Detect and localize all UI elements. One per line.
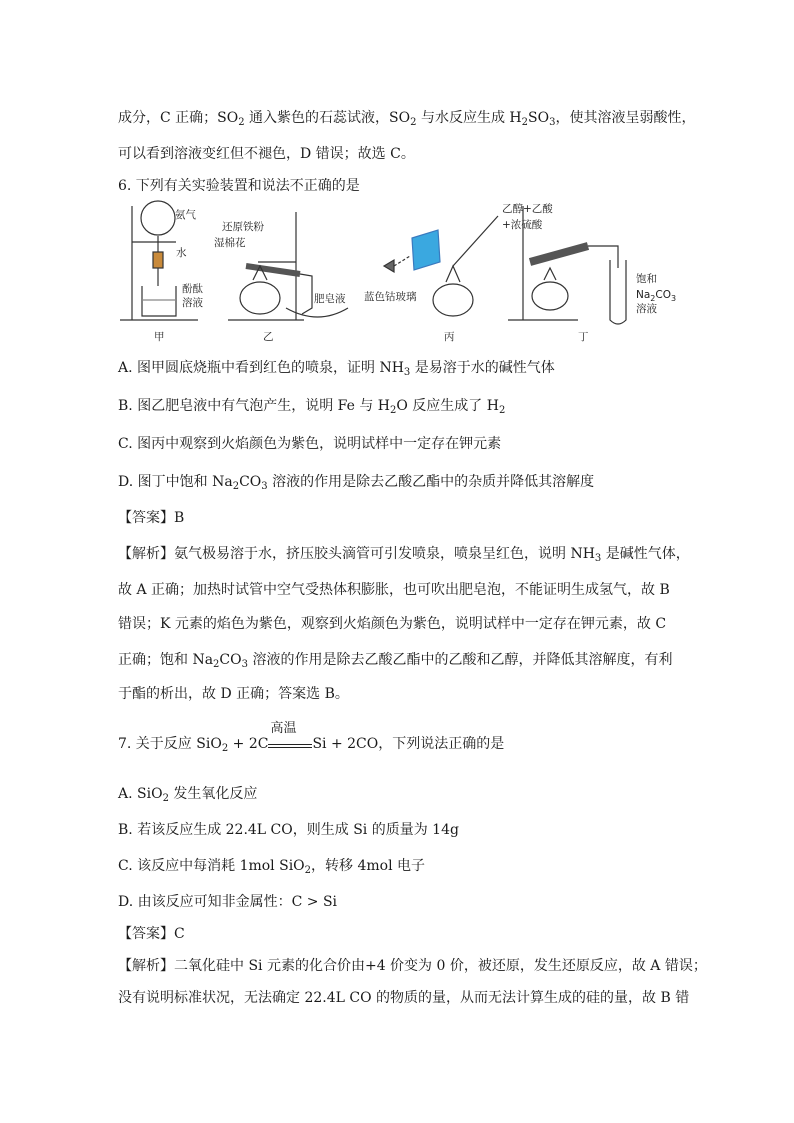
label-saturated: 饱和: [636, 273, 657, 285]
text-segment: 溶液的作用是除去乙酸乙酯中的杂质并降低其溶解度: [267, 474, 595, 490]
question-6-analysis-line: 于酯的析出，故 D 正确；答案选 B。: [118, 686, 349, 702]
question-7-analysis-line: 没有说明标准状况，无法确定 22.4L CO 的物质的量，从而无法计算生成的硅的量，故 B 错: [118, 990, 690, 1006]
subscript: 2: [221, 743, 229, 754]
text-segment: 是易溶于水的碱性气体: [410, 360, 555, 376]
question-6-analysis-line: 故 A 正确；加热时试管中空气受热体积膨胀，也可吹出肥皂泡，不能证明生成氢气，故 B: [118, 582, 670, 598]
question-6-analysis-line: 错误；K 元素的焰色为紫色，观察到火焰颜色为紫色，说明试样中一定存在钾元素，故 C: [118, 616, 667, 632]
subscript: 3: [261, 481, 268, 492]
subscript: 2: [162, 793, 169, 804]
reaction-condition: [268, 721, 312, 748]
label-ding: 丁: [578, 331, 589, 343]
subscript: 2: [213, 659, 220, 670]
text-segment: + 2C: [228, 736, 269, 752]
question-6-analysis-line: [118, 544, 690, 569]
subscript: 2: [521, 117, 528, 128]
text-segment: 发生氧化反应: [168, 786, 258, 802]
label-jia: 甲: [154, 331, 165, 343]
question-7-option-d: D. 由该反应可知非金属性：C > Si: [118, 894, 338, 910]
text-segment: A. SiO: [118, 786, 163, 802]
question-6-answer: 【答案】B: [118, 510, 185, 526]
apparatus-diagram: [118, 196, 688, 348]
label-solution: 溶液: [182, 297, 203, 309]
question-7-option-b: B. 若该反应生成 22.4L CO，则生成 Si 的质量为 14g: [118, 822, 459, 838]
text-segment: C. 该反应中每消耗 1mol SiO: [118, 858, 305, 874]
label-iron-powder: 还原铁粉: [222, 221, 264, 233]
apparatus-figure: [118, 196, 688, 348]
text-segment: 通入紫色的石蕊试液，SO: [244, 110, 411, 126]
text-segment: B. 图乙肥皂液中有气泡产生，说明 Fe 与 H: [118, 398, 390, 414]
question-6-option-b: [118, 396, 505, 421]
text-segment: 与水反应生成 H: [416, 110, 522, 126]
question-7-option-c: [118, 856, 425, 881]
question-6-option-c: C. 图丙中观察到火焰颜色为紫色，说明试样中一定存在钾元素: [118, 436, 502, 452]
subscript: 3: [594, 553, 602, 564]
text-segment: SO: [528, 110, 550, 126]
subscript: 2: [232, 481, 240, 492]
text-segment: 溶液的作用是除去乙酸乙酯中的乙酸和乙醇，并降低其溶解度，有利: [248, 652, 673, 668]
subscript: 2: [410, 117, 417, 128]
text-segment: O 反应生成了 H: [396, 398, 499, 414]
text-segment: A. 图甲圆底烧瓶中看到红色的喷泉，证明 NH: [118, 360, 404, 376]
text-segment: 成分，C 正确；SO: [118, 110, 239, 126]
label-water: 水: [176, 247, 187, 259]
label-reagents-2: +浓硫酸: [502, 219, 543, 231]
text-segment: ，使其溶液呈弱酸性，: [555, 110, 696, 126]
paragraph-line: [118, 108, 695, 133]
label-phenolphthalein: 酚酞: [182, 283, 203, 295]
paragraph-line: 可以看到溶液变红但不褪色，D 错误；故选 C。: [118, 146, 415, 162]
text-segment: CO: [239, 474, 262, 490]
text-segment: Si + 2CO，下列说法正确的是: [312, 736, 505, 752]
label-reagents-1: 乙醇+乙酸: [502, 203, 553, 215]
question-7-answer: 【答案】C: [118, 926, 185, 942]
text-segment: 正确；饱和 Na: [118, 652, 214, 668]
label-soap: 肥皂液: [314, 293, 346, 305]
label-cobalt-glass: 蓝色钴玻璃: [364, 291, 417, 303]
question-7-option-a: [118, 784, 257, 809]
label-sat-solution: 溶液: [636, 303, 657, 315]
subscript: 2: [389, 405, 397, 416]
subscript: 2: [304, 865, 312, 876]
question-6-option-d: [118, 472, 594, 497]
label-bing: 丙: [444, 331, 455, 343]
equals-sign: [268, 744, 312, 748]
subscript: 3: [241, 659, 248, 670]
label-na2co3: $Na_2CO_3$: [636, 289, 677, 303]
subscript: 2: [498, 405, 506, 416]
label-ammonia: 氨气: [175, 209, 196, 221]
text-segment: 是碱性气体，: [601, 546, 690, 562]
condition-label: 高温: [270, 721, 297, 736]
label-yi: 乙: [263, 331, 274, 343]
text-segment: CO: [219, 652, 242, 668]
subscript: 3: [403, 367, 411, 378]
subscript: 2: [238, 117, 245, 128]
question-7-stem: [118, 721, 505, 759]
question-6-option-a: [118, 358, 555, 383]
text-segment: ，转移 4mol 电子: [311, 858, 426, 874]
question-7-analysis-line: 【解析】二氧化硅中 Si 元素的化合价由+4 价变为 0 价，被还原，发生还原反应，故 A 错误；: [118, 958, 707, 974]
text-segment: 7. 关于反应 SiO: [118, 736, 222, 752]
text-segment: 【解析】氨气极易溶于水，挤压胶头滴管可引发喷泉，喷泉呈红色，说明 NH: [118, 546, 595, 562]
subscript: 3: [549, 117, 556, 128]
text-segment: D. 图丁中饱和 Na: [118, 474, 233, 490]
label-wet-cotton: 湿棉花: [214, 237, 246, 249]
question-6-analysis-line: [118, 650, 672, 675]
question-6-stem: 6. 下列有关实验装置和说法不正确的是: [118, 178, 360, 194]
